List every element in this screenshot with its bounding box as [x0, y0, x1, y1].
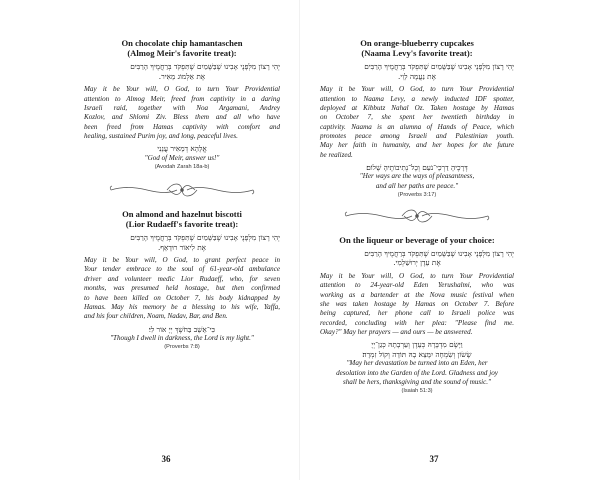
prayer-body: May it be Your will, O God, to turn Your Providential attention to 24-year-old Eden Yerushalmi, who was working as a bartender at the Nova music festival when she was taken hostage by Hamas on October 7. Before being captured, her phone call to Israeli police was recorded, concluding with her plea: "Please find me. Okay?" May her prayers — and ours — be answered.	[320, 272, 514, 337]
verse-source: (Proverbs 7:8)	[164, 344, 200, 351]
prayer-body: May it be Your will, O God, to turn Your Providential attention to Naama Levy, a newly inducted IDF spotter, deployed at Kibbutz Nahal Oz. Taken hostage by Hamas on October 7, she spent her twentieth birthday in captivity. Naama is an alumna of Hands of Peace, which promotes peace among Israeli and Palestinian youth. May her faith in humanity, and her hopes for the future be realized.	[320, 85, 514, 159]
section-eden	[320, 235, 514, 395]
verse-english: "Her ways are the ways of pleasantness, and all her paths are peace."	[359, 172, 475, 190]
prayer-hebrew: יְהִי רָצוֹן מִלְּפָנֶי אָבִינוּ שֶׁבַּשָּׁמַיִם שֶׁתִּפְקֹד בְּרַחֲמֶיךָ הָרַבִּים אֶת לִיאוֹר רוּדָאֵף.	[130, 232, 280, 252]
page-number: 36	[161, 454, 171, 464]
ornament-divider	[107, 179, 257, 201]
verse-hebrew: אֱלָהָא דְמֵאִיר עֲנֵנִי	[157, 144, 207, 154]
section-title: On chocolate chip hamantaschen (Almog Meir's favorite treat):	[121, 38, 243, 58]
prayer-hebrew: יְהִי רָצוֹן מִלְּפָנֶי אָבִינוּ שֶׁבַּשָּׁמַיִם שֶׁתִּפְקֹד בְּרַחֲמֶיךָ הָרַבִּים אֶת עֵדֶן יְרוּשַׁלְמִי.	[364, 248, 514, 268]
verse-hebrew: כִּי־אֵשֵׁב בַּחֹשֶׁךְ יְיָ אוֹר לִי׃	[148, 324, 216, 334]
verse-english: "May her devastation be turned into an Eden, her desolation into the Garden of the Lord. Gladness and joy shall be hers, thanksgiving and the sound of music."	[336, 359, 498, 386]
section-title: On orange-blueberry cupcakes (Naama Levy's favorite treat):	[360, 38, 474, 58]
verse-hebrew: וַיָּשֶׂם מִדְבָּרָהּ כְּעֵדֶן וְעַרְבָתָהּ כְּגַן־יְיָ שָׂשׂוֹן וְשִׂמְחָה יִמָּצֵא בָהּ תּוֹדָה וְקוֹל זִמְרָה׃	[362, 340, 472, 359]
section-lior	[84, 209, 280, 351]
section-title: On almond and hazelnut biscotti (Lior Rudaeff's favorite treat):	[122, 208, 242, 229]
verse-source: (Proverbs 3:17)	[397, 191, 437, 198]
verse-source: (Avodah Zarah 18a-b)	[154, 163, 210, 170]
verse-source: (Isaiah 51:3)	[401, 388, 433, 395]
ornament-divider	[342, 205, 492, 227]
section-title: On the liqueur or beverage of your choice:	[339, 234, 495, 245]
prayer-body: May it be Your will, O God, to turn Your Providential attention to Almog Meir, freed from captivity in a daring Israeli raid, together with Noa Argamani, Andrey Kozlov, and Shlomi Ziv. Bless them and all who have been freed from Hamas captivity with comfort and healing, sustained Purim joy, and long, peaceful lives.	[84, 85, 280, 140]
prayer-hebrew: יְהִי רָצוֹן מִלְּפָנֶי אָבִינוּ שֶׁבַּשָּׁמַיִם שֶׁתִּפְקֹד בְּרַחֲמֶיךָ הָרַבִּים אֶת נַעֲמָה לֵוִי.	[364, 62, 514, 81]
page-number: 37	[429, 454, 439, 464]
prayer-hebrew: יְהִי רָצוֹן מִלְּפָנֶי אָבִינוּ שֶׁבַּשָּׁמַיִם שֶׁתִּפְקֹד בְּרַחֲמֶיךָ הָרַבִּים אֶת אַלְמוֹג מֵאִיר.	[130, 62, 280, 81]
prayer-body: May it be Your will, O God, to grant perfect peace in Your tender embrace to the soul of 61-year-old ambulance driver and volunteer medic Lior Rudaeff, who, for seven months, was presumed held hostage, but then confirmed to have been killed on October 7, his body kidnapped by Hamas. May his memory be a blessing to his wife, Yaffa, and his four children, Noam, Nadav, Bar, and Ben.	[84, 256, 280, 321]
verse-english: "Though I dwell in darkness, the Lord is my light."	[110, 334, 254, 343]
verse-english: "God of Meir, answer us!"	[144, 153, 220, 162]
verse-hebrew: דְּרָכֶיהָ דַרְכֵי־נֹעַם וְכָל־נְתִיבוֹתֶיהָ שָׁלוֹם׃	[366, 162, 468, 172]
section-almog	[84, 38, 280, 171]
section-naama	[320, 38, 514, 199]
right-page	[300, 0, 600, 480]
